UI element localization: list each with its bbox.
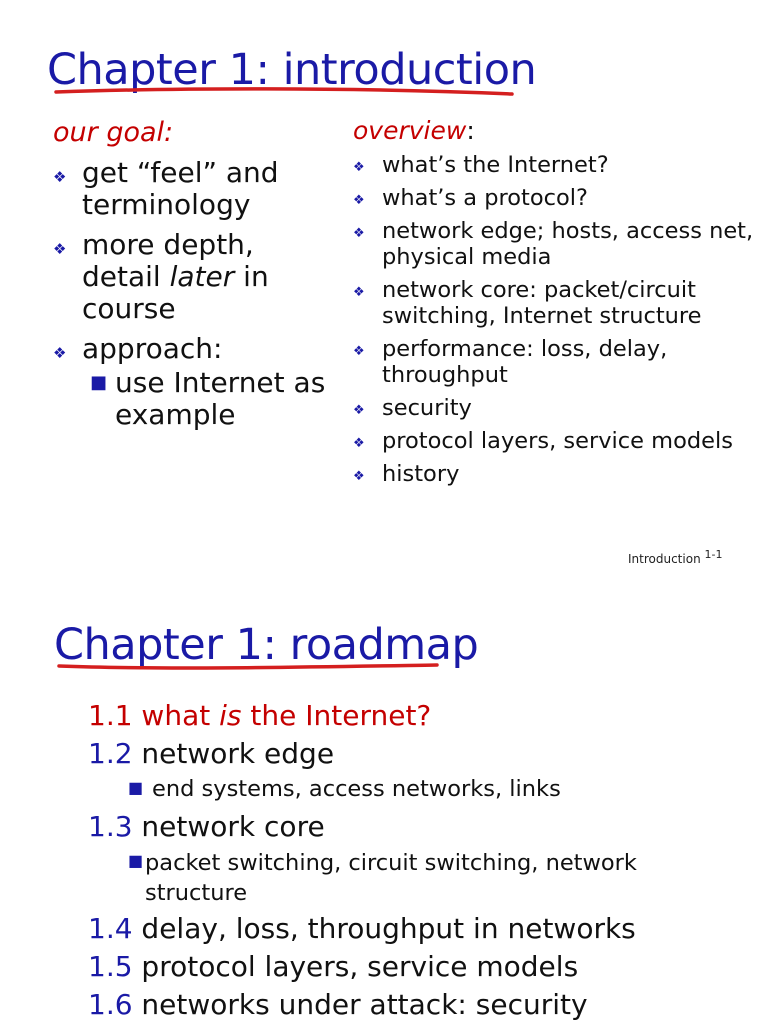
diamond-bullet-icon: ❖ — [53, 240, 67, 258]
roadmap-item: 1.1 what is the Internet? — [88, 699, 432, 732]
square-bullet-icon: ■ — [128, 778, 144, 797]
goal-item: ❖ approach: ■ use Internet as example — [53, 333, 338, 431]
roadmap-item: 1.2 network edge — [88, 737, 335, 770]
roadmap-subitem: ■ end systems, access networks, links — [128, 776, 561, 802]
square-bullet-icon: ■ — [90, 372, 108, 393]
diamond-bullet-icon: ❖ — [353, 469, 365, 484]
goal-heading: our goal: — [53, 117, 174, 148]
slide-footer: Introduction $^{1-1}$ — [628, 548, 723, 566]
page-number: 1-1 — [704, 548, 723, 561]
roadmap-subitem: ■ packet switching, circuit switching, network structure — [88, 848, 705, 908]
overview-item: ❖ what’s a protocol? — [353, 185, 763, 211]
slide2-title: Chapter 1: roadmap — [54, 620, 479, 670]
title-underline-stroke — [55, 658, 445, 678]
goal-list — [53, 157, 338, 439]
roadmap-item: 1.6 networks under attack: security — [88, 988, 588, 1021]
diamond-bullet-icon: ❖ — [353, 403, 365, 418]
slide1-title: Chapter 1: introduction — [47, 45, 537, 95]
goal-item: ❖ more depth, detail later in course — [53, 228, 269, 325]
overview-item: ❖ performance: loss, delay, throughput — [353, 336, 668, 388]
overview-item: ❖ protocol layers, service models — [353, 428, 763, 454]
overview-item: ❖ history — [353, 461, 763, 487]
diamond-bullet-icon: ❖ — [353, 344, 365, 359]
goal-item: ❖ get “feel” and terminology — [53, 156, 279, 221]
title-underline-stroke — [50, 84, 520, 106]
diamond-bullet-icon: ❖ — [53, 344, 67, 362]
diamond-bullet-icon: ❖ — [353, 285, 365, 300]
square-bullet-icon: ■ — [128, 851, 144, 870]
overview-list — [353, 152, 763, 494]
goal-subitem: ■ use Internet as example — [90, 366, 326, 431]
roadmap-list — [88, 697, 758, 1024]
diamond-bullet-icon: ❖ — [353, 226, 365, 241]
diamond-bullet-icon: ❖ — [53, 168, 67, 186]
overview-item: ❖ network core: packet/circuit switching, Internet structure — [353, 277, 702, 329]
roadmap-item: 1.3 network core — [88, 810, 325, 843]
diamond-bullet-icon: ❖ — [353, 436, 365, 451]
overview-item: ❖ network edge; hosts, access net, physical media — [353, 218, 754, 270]
roadmap-item: 1.5 protocol layers, service models — [88, 950, 579, 983]
diamond-bullet-icon: ❖ — [353, 193, 365, 208]
diamond-bullet-icon: ❖ — [353, 160, 365, 175]
overview-heading: overview: — [353, 116, 475, 145]
overview-item: ❖ security — [353, 395, 763, 421]
overview-item: ❖ what’s the Internet? — [353, 152, 763, 178]
roadmap-item: 1.4 delay, loss, throughput in networks — [88, 912, 636, 945]
